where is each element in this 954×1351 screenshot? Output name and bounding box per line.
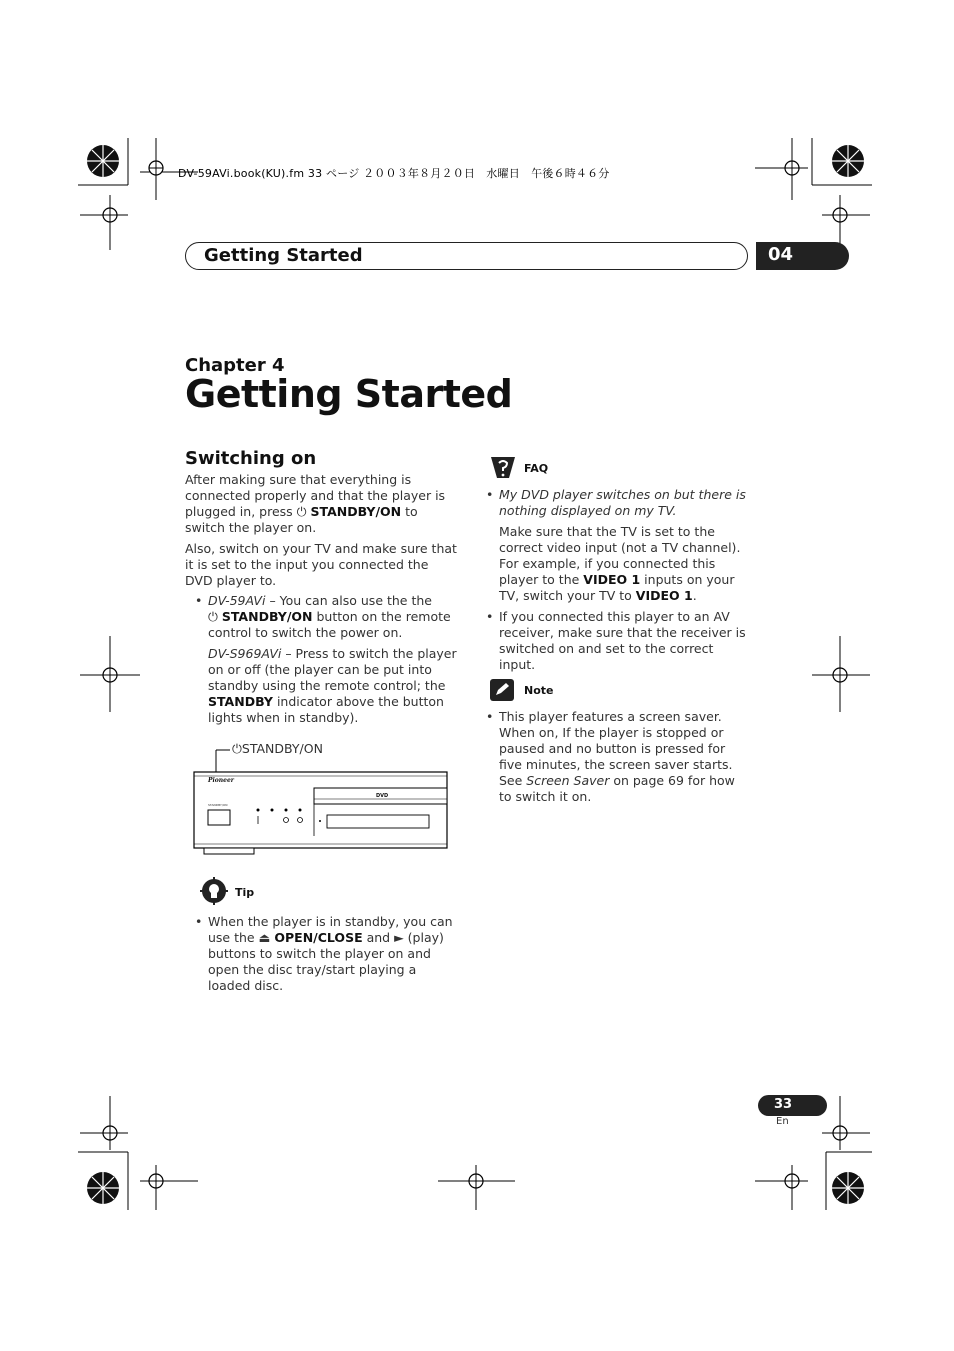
switching-on-bullet [195,593,458,726]
bullet-dvs969avi: DV-S969AVi – Press to switch the player on or off (the player can be put into standby using the remote control; the STANDBY indicator above the button lights when in standby). [208,646,457,725]
switching-on-para1: After making sure that everything is connected properly and that the player is plugged in, press ⏻ STANDBY/ON to switch the player on. [185,472,446,535]
bullet-dv59avi: DV-59AVi – You can also use the the ⏻ STANDBY/ON button on the remote control to switch the power on. [208,593,451,640]
dvd-player-illustration [192,740,457,860]
standby-callout-label: ⏻STANDBY/ON [232,741,323,756]
pencil-icon [490,679,514,701]
power-icon: ⏻ [232,741,242,756]
play-icon: ► [394,930,404,945]
chapter-label: Chapter 4 [185,355,285,376]
tip-bullet: • When the player is in standby, you can use the ⏏ OPEN/CLOSE and ► (play) buttons to switch the player on and open the disc tray/start playing a loaded disc. [195,914,453,993]
standby-button-label: STANDBY/ON [208,803,228,807]
bullet-marker: • [486,609,494,624]
faq-title: FAQ [524,462,549,475]
lightbulb-icon [200,877,228,905]
faq-question: My DVD player switches on but there is nothing displayed on my TV. [499,487,746,518]
faq-bullet-1 [486,487,747,604]
eject-icon: ⏏ [258,930,271,945]
brand-logo: Pioneer [208,777,234,784]
page-language: En [776,1116,789,1127]
power-icon: ⏻ [296,504,307,519]
section-heading-switching-on: Switching on [185,448,317,469]
bullet-marker: • [195,914,203,929]
faq-bullet-2: • If you connected this player to an AV receiver, make sure that the receiver is switched on and set to the correct input. [486,609,746,672]
power-icon: ⏻ [208,609,218,624]
disc-logo: DVD [376,793,389,799]
bullet-marker: • [486,487,494,502]
bullet-marker: • [195,593,203,608]
print-header: DV-59AVi.book(KU).fm 33 ページ ２００３年８月２０日 水曜日 午後６時４６分 [178,167,610,180]
chapter-number: 04 [768,244,794,265]
tip-title: Tip [235,886,255,899]
switching-on-para2: Also, switch on your TV and make sure that it is set to the input you connected the DVD player to. [185,541,457,588]
chapter-title: Getting Started [185,372,513,416]
running-header-title: Getting Started [204,245,363,266]
note-title: Note [524,684,554,697]
running-header [185,242,748,270]
faq-answer: Make sure that the TV is set to the correct video input (not a TV channel). For example, if you connected this player to the VIDEO 1 inputs on your TV, switch your TV to VIDEO 1. [499,524,741,603]
question-mark-icon [489,454,517,480]
page-number: 33 [774,1097,793,1112]
chapter-tab [756,242,849,270]
bullet-marker: • [486,709,494,724]
page-number-badge [758,1095,827,1116]
note-bullet: • This player features a screen saver. When on, If the player is stopped or paused and no button is pressed for five minutes, the screen saver starts. See Screen Saver on page 69 for how to switch it on. [486,709,735,804]
